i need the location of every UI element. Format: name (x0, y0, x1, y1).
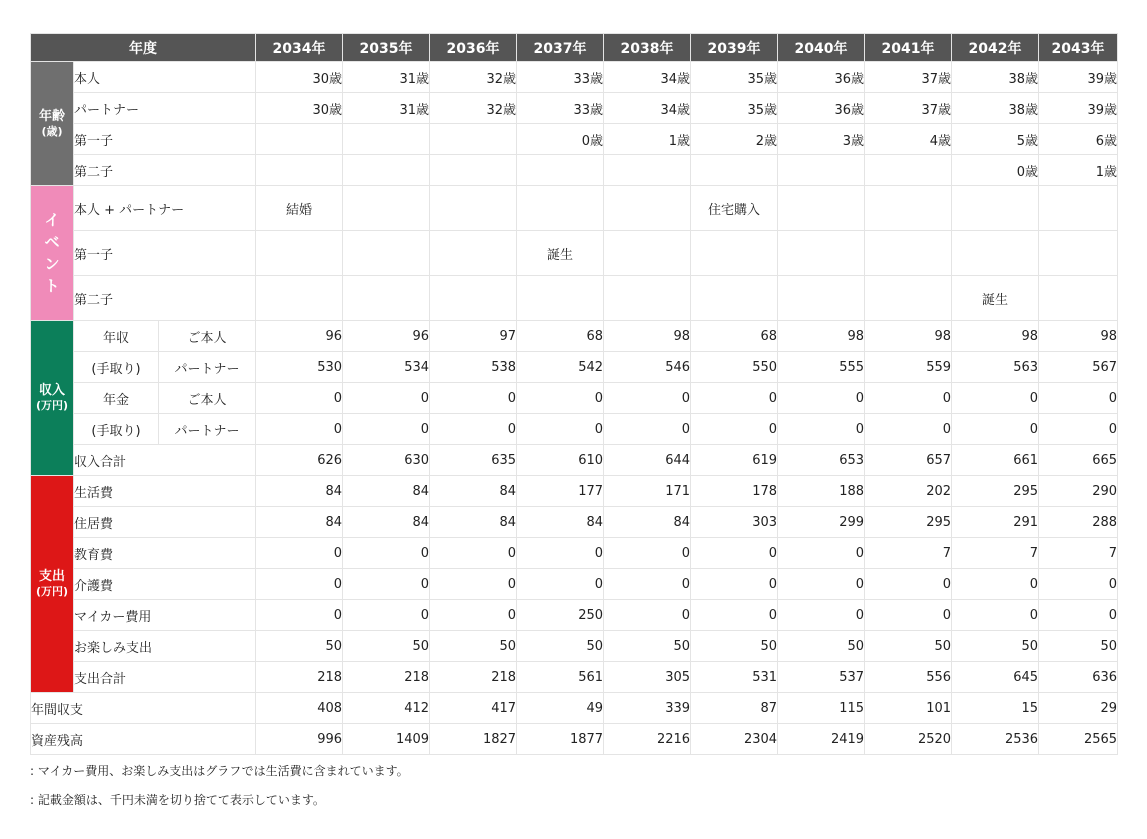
value-cell (604, 155, 691, 186)
value-cell: 38歳 (952, 93, 1039, 124)
value-cell (952, 186, 1039, 231)
value-cell: 630 (343, 445, 430, 476)
income-group-label (74, 352, 159, 383)
table-row (31, 538, 1118, 569)
value-cell: 645 (952, 662, 1039, 693)
value-cell: 37歳 (865, 62, 952, 93)
row-label: パートナー (74, 93, 256, 124)
value-cell: 0 (778, 414, 865, 445)
value-cell: 218 (430, 662, 517, 693)
value-cell: 50 (1039, 631, 1118, 662)
category-label: 年齢 (38, 108, 65, 124)
value-cell: 49 (517, 693, 604, 724)
value-cell: 653 (778, 445, 865, 476)
group-label: (手取り) (91, 361, 141, 377)
value-cell: 0 (778, 600, 865, 631)
value-cell: 84 (430, 507, 517, 538)
value-cell: 0 (604, 538, 691, 569)
category-label: イベント (44, 211, 60, 295)
value-cell: 31歳 (343, 93, 430, 124)
value-cell: 644 (604, 445, 691, 476)
value-cell: 32歳 (430, 62, 517, 93)
value-cell: 0歳 (952, 155, 1039, 186)
value-cell: 218 (343, 662, 430, 693)
table-row (31, 93, 1118, 124)
value-cell: 626 (256, 445, 343, 476)
value-cell: 98 (952, 321, 1039, 352)
value-cell (778, 231, 865, 276)
value-cell (343, 155, 430, 186)
row-label: パートナー (159, 414, 256, 445)
category-label: 支出 (38, 569, 65, 584)
value-cell: 36歳 (778, 93, 865, 124)
value-cell: 0 (343, 538, 430, 569)
value-cell: 177 (517, 476, 604, 507)
value-cell: 0 (691, 383, 778, 414)
value-cell: 610 (517, 445, 604, 476)
expense-category (31, 476, 74, 693)
value-cell: 誕生 (517, 231, 604, 276)
value-cell: 37歳 (865, 93, 952, 124)
value-cell: 0 (1039, 600, 1118, 631)
value-cell: 0 (256, 600, 343, 631)
table-row (31, 414, 1118, 445)
value-cell: 0 (952, 383, 1039, 414)
row-label: パートナー (159, 352, 256, 383)
value-cell: 50 (952, 631, 1039, 662)
value-cell: 84 (256, 476, 343, 507)
value-cell: 303 (691, 507, 778, 538)
row-label: ご本人 (159, 321, 256, 352)
value-cell: 2216 (604, 724, 691, 755)
value-cell: 33歳 (517, 62, 604, 93)
value-cell: 2304 (691, 724, 778, 755)
value-cell: 1409 (343, 724, 430, 755)
value-cell: 0 (778, 383, 865, 414)
table-row (31, 724, 1118, 755)
value-cell: 2419 (778, 724, 865, 755)
value-cell: 39歳 (1039, 93, 1118, 124)
value-cell: 2536 (952, 724, 1039, 755)
value-cell: 563 (952, 352, 1039, 383)
value-cell: 0 (1039, 414, 1118, 445)
value-cell (343, 186, 430, 231)
value-cell: 0 (430, 383, 517, 414)
value-cell: 546 (604, 352, 691, 383)
category-unit: (万円) (35, 585, 69, 599)
year-header: 2041年 (865, 34, 952, 62)
value-cell (691, 276, 778, 321)
table-row (31, 62, 1118, 93)
event-category (31, 186, 74, 321)
value-cell: 996 (256, 724, 343, 755)
value-cell: 29 (1039, 693, 1118, 724)
value-cell: 115 (778, 693, 865, 724)
row-label: お楽しみ支出 (74, 631, 256, 662)
value-cell: 0 (517, 383, 604, 414)
category-unit: (万円) (35, 399, 69, 413)
value-cell: 50 (691, 631, 778, 662)
value-cell: 50 (778, 631, 865, 662)
value-cell: 30歳 (256, 62, 343, 93)
value-cell: 0 (343, 383, 430, 414)
value-cell: 1877 (517, 724, 604, 755)
value-cell: 202 (865, 476, 952, 507)
row-label: 介護費 (74, 569, 256, 600)
table-row (31, 476, 1118, 507)
value-cell (691, 155, 778, 186)
value-cell: 0 (778, 569, 865, 600)
value-cell (604, 186, 691, 231)
value-cell: 339 (604, 693, 691, 724)
value-cell: 2565 (1039, 724, 1118, 755)
year-header: 2042年 (952, 34, 1039, 62)
value-cell: 619 (691, 445, 778, 476)
table-row (31, 445, 1118, 476)
value-cell (256, 276, 343, 321)
row-label: ご本人 (159, 383, 256, 414)
row-label: 本人 + パートナー (74, 186, 256, 231)
value-cell (256, 231, 343, 276)
row-label: 住居費 (74, 507, 256, 538)
value-cell: 1歳 (604, 124, 691, 155)
value-cell: 288 (1039, 507, 1118, 538)
value-cell: 50 (430, 631, 517, 662)
value-cell: 0 (604, 569, 691, 600)
value-cell: 534 (343, 352, 430, 383)
value-cell: 98 (778, 321, 865, 352)
value-cell: 0 (343, 600, 430, 631)
value-cell (865, 276, 952, 321)
year-header: 2035年 (343, 34, 430, 62)
value-cell: 417 (430, 693, 517, 724)
value-cell: 0 (343, 569, 430, 600)
value-cell: 35歳 (691, 93, 778, 124)
table-row (31, 186, 1118, 231)
value-cell (430, 231, 517, 276)
year-header: 2040年 (778, 34, 865, 62)
value-cell: 0 (1039, 383, 1118, 414)
value-cell (604, 276, 691, 321)
value-cell: 530 (256, 352, 343, 383)
value-cell: 0歳 (517, 124, 604, 155)
value-cell: 6歳 (1039, 124, 1118, 155)
row-label: 収入合計 (74, 445, 256, 476)
value-cell (778, 276, 865, 321)
value-cell: 657 (865, 445, 952, 476)
value-cell: 550 (691, 352, 778, 383)
value-cell: 101 (865, 693, 952, 724)
value-cell: 0 (604, 414, 691, 445)
table-row (31, 276, 1118, 321)
year-header: 2036年 (430, 34, 517, 62)
value-cell: 412 (343, 693, 430, 724)
value-cell: 1歳 (1039, 155, 1118, 186)
value-cell (343, 231, 430, 276)
value-cell: 661 (952, 445, 1039, 476)
row-label: 第一子 (74, 124, 256, 155)
value-cell: 1827 (430, 724, 517, 755)
value-cell: 31歳 (343, 62, 430, 93)
value-cell (1039, 276, 1118, 321)
value-cell: 5歳 (952, 124, 1039, 155)
row-label: 第一子 (74, 231, 256, 276)
value-cell: 3歳 (778, 124, 865, 155)
value-cell (256, 124, 343, 155)
value-cell: 98 (1039, 321, 1118, 352)
row-label: マイカー費用 (74, 600, 256, 631)
value-cell: 7 (865, 538, 952, 569)
value-cell (1039, 186, 1118, 231)
value-cell (1039, 231, 1118, 276)
value-cell: 32歳 (430, 93, 517, 124)
value-cell: 0 (604, 600, 691, 631)
value-cell: 0 (430, 414, 517, 445)
value-cell: 38歳 (952, 62, 1039, 93)
value-cell: 531 (691, 662, 778, 693)
row-label: 第二子 (74, 276, 256, 321)
year-header: 2039年 (691, 34, 778, 62)
value-cell: 住宅購入 (691, 186, 778, 231)
value-cell (430, 186, 517, 231)
value-cell: 0 (691, 600, 778, 631)
value-cell: 0 (256, 569, 343, 600)
value-cell: 50 (604, 631, 691, 662)
value-cell: 0 (517, 569, 604, 600)
value-cell (430, 276, 517, 321)
value-cell: 561 (517, 662, 604, 693)
value-cell: 0 (517, 414, 604, 445)
value-cell: 50 (865, 631, 952, 662)
value-cell: 291 (952, 507, 1039, 538)
row-label: 資産残高 (31, 724, 256, 755)
table-row (31, 155, 1118, 186)
row-label: 生活費 (74, 476, 256, 507)
value-cell (604, 231, 691, 276)
value-cell: 218 (256, 662, 343, 693)
value-cell: 0 (430, 600, 517, 631)
year-header: 2034年 (256, 34, 343, 62)
table-row (31, 631, 1118, 662)
value-cell: 34歳 (604, 62, 691, 93)
value-cell (517, 186, 604, 231)
value-cell: 559 (865, 352, 952, 383)
value-cell: 7 (952, 538, 1039, 569)
value-cell: 34歳 (604, 93, 691, 124)
footnote: : 記載金額は、千円未満を切り捨てて表示しています。 (30, 793, 325, 807)
value-cell: 0 (430, 538, 517, 569)
value-cell: 0 (952, 414, 1039, 445)
value-cell: 98 (604, 321, 691, 352)
value-cell: 188 (778, 476, 865, 507)
table-header (31, 34, 1118, 62)
value-cell: 84 (430, 476, 517, 507)
value-cell: 665 (1039, 445, 1118, 476)
value-cell: 295 (952, 476, 1039, 507)
footnote-text: マイカー費用、お楽しみ支出はグラフでは生活費に含まれています。 (37, 764, 409, 778)
value-cell: 87 (691, 693, 778, 724)
value-cell: 84 (256, 507, 343, 538)
income-group-label (74, 414, 159, 445)
value-cell: 299 (778, 507, 865, 538)
category-unit: (歳) (41, 124, 63, 138)
value-cell: 0 (343, 414, 430, 445)
value-cell: 0 (865, 569, 952, 600)
table-body (31, 62, 1118, 755)
income-group-label (74, 321, 159, 352)
value-cell (430, 124, 517, 155)
value-cell: 0 (691, 414, 778, 445)
value-cell: 538 (430, 352, 517, 383)
value-cell (517, 155, 604, 186)
value-cell (430, 155, 517, 186)
value-cell (865, 231, 952, 276)
value-cell: 84 (517, 507, 604, 538)
value-cell: 290 (1039, 476, 1118, 507)
footnote: : マイカー費用、お楽しみ支出はグラフでは生活費に含まれています。 (30, 764, 409, 778)
value-cell: 0 (256, 383, 343, 414)
value-cell: 171 (604, 476, 691, 507)
value-cell: 15 (952, 693, 1039, 724)
value-cell: 635 (430, 445, 517, 476)
table-row (31, 693, 1118, 724)
value-cell: 2520 (865, 724, 952, 755)
value-cell: 178 (691, 476, 778, 507)
value-cell: 84 (343, 507, 430, 538)
table-row (31, 352, 1118, 383)
value-cell: 0 (952, 569, 1039, 600)
value-cell: 0 (691, 569, 778, 600)
value-cell: 567 (1039, 352, 1118, 383)
value-cell: 36歳 (778, 62, 865, 93)
value-cell: 50 (517, 631, 604, 662)
value-cell: 0 (517, 538, 604, 569)
value-cell: 98 (865, 321, 952, 352)
row-label: 第二子 (74, 155, 256, 186)
row-label: 支出合計 (74, 662, 256, 693)
income-category (31, 321, 74, 476)
row-label: 年間収支 (31, 693, 256, 724)
value-cell: 636 (1039, 662, 1118, 693)
value-cell (343, 276, 430, 321)
group-label: (手取り) (91, 423, 141, 439)
table-row (31, 231, 1118, 276)
value-cell (865, 186, 952, 231)
value-cell: 250 (517, 600, 604, 631)
row-label: 本人 (74, 62, 256, 93)
value-cell: 68 (691, 321, 778, 352)
value-cell: 0 (1039, 569, 1118, 600)
row-label: 教育費 (74, 538, 256, 569)
value-cell (865, 155, 952, 186)
table-row (31, 662, 1118, 693)
value-cell: 0 (778, 538, 865, 569)
value-cell: 295 (865, 507, 952, 538)
value-cell: 305 (604, 662, 691, 693)
table-row (31, 507, 1118, 538)
value-cell: 0 (256, 538, 343, 569)
value-cell: 0 (865, 414, 952, 445)
value-cell: 4歳 (865, 124, 952, 155)
value-cell: 2歳 (691, 124, 778, 155)
value-cell: 408 (256, 693, 343, 724)
value-cell: 0 (430, 569, 517, 600)
value-cell: 50 (343, 631, 430, 662)
value-cell: 555 (778, 352, 865, 383)
value-cell: 96 (343, 321, 430, 352)
value-cell: 0 (865, 383, 952, 414)
value-cell (778, 155, 865, 186)
value-cell: 30歳 (256, 93, 343, 124)
value-cell: 537 (778, 662, 865, 693)
value-cell: 39歳 (1039, 62, 1118, 93)
value-cell: 0 (865, 600, 952, 631)
year-header: 2043年 (1039, 34, 1118, 62)
footnote-text: 記載金額は、千円未満を切り捨てて表示しています。 (37, 793, 325, 807)
year-header: 2038年 (604, 34, 691, 62)
value-cell: 33歳 (517, 93, 604, 124)
group-label: 年金 (102, 392, 129, 408)
value-cell (691, 231, 778, 276)
table-row (31, 321, 1118, 352)
table-row (31, 383, 1118, 414)
value-cell: 50 (256, 631, 343, 662)
value-cell (343, 124, 430, 155)
year-header-label: 年度 (31, 34, 256, 62)
category-label: 収入 (38, 383, 65, 398)
value-cell: 97 (430, 321, 517, 352)
value-cell: 35歳 (691, 62, 778, 93)
year-header: 2037年 (517, 34, 604, 62)
value-cell: 96 (256, 321, 343, 352)
value-cell: 0 (604, 383, 691, 414)
value-cell (778, 186, 865, 231)
value-cell: 68 (517, 321, 604, 352)
table-row (31, 600, 1118, 631)
value-cell: 誕生 (952, 276, 1039, 321)
value-cell (952, 231, 1039, 276)
table-row (31, 569, 1118, 600)
value-cell: 84 (604, 507, 691, 538)
value-cell: 0 (256, 414, 343, 445)
value-cell: 84 (343, 476, 430, 507)
value-cell: 542 (517, 352, 604, 383)
value-cell: 556 (865, 662, 952, 693)
age-category (31, 62, 74, 186)
life-plan-table (30, 33, 1118, 755)
value-cell: 0 (952, 600, 1039, 631)
value-cell: 7 (1039, 538, 1118, 569)
value-cell (256, 155, 343, 186)
table-row (31, 124, 1118, 155)
value-cell: 0 (691, 538, 778, 569)
income-group-label (74, 383, 159, 414)
value-cell (517, 276, 604, 321)
group-label: 年収 (102, 330, 129, 346)
value-cell: 結婚 (256, 186, 343, 231)
